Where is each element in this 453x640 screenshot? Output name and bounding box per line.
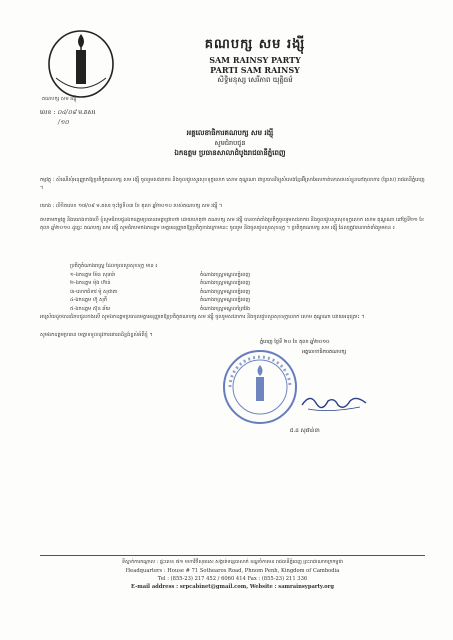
delegate-list	[70, 262, 330, 314]
party-stamp-icon	[220, 347, 300, 427]
signature-office: អគ្គលេខាធិការគណបក្ស	[302, 349, 347, 355]
body-paragraph-1: តបតាមកម្មវត្ថុ និងយោងខាងលើ ខ្ញុំសូមជំរាបជូនឯកឧត្តមប្រធានមេត្តាជ្រាបថា ដោយហេតុថា គណបក្ស សម រង្ស៊ី បានចាត់តាំងប្រតិភូចូលរួមសវនាការ និងចូលជួបសួរសុខទុក្ខលោក សោម គុណ្ឌណា នៅថ្ងៃទី២១ ខែ តុលា ឆ្នាំ២០១០ ដូច្នេះ គណបក្ស សម រង្ស៊ី សូមជំរាបមកឯកឧត្តម មេត្តាអនុញ្ញាតឱ្យប្រតិភូខាងក្រោមនេះ ចូលរួម និងចូលជួបសួរសុខទុក្ខ ។ ប្រតិភូគណបក្ស សម រង្ស៊ី ដែលត្រូវបានចាត់តាំងរួមមាន ៖	[40, 217, 425, 231]
party-motto: សិទ្ធិមនុស្ស សេរីភាព យុត្តិធម៌	[217, 76, 293, 84]
delegate-role: តំណាងរាស្ត្រមណ្ឌលភ្នំពេញ	[200, 271, 251, 278]
delegate-role: តំណាងរាស្ត្រមណ្ឌលភ្នំពេញ	[200, 297, 251, 304]
reference-number	[40, 108, 95, 117]
footer-email-website: E-mail address : srpcabinet@gmail.com, Website : samrainsyparty.org	[131, 584, 334, 590]
delegate-name: ៥-ឯកឧត្តម ស៊ុន ឆ័យ	[70, 305, 111, 312]
logo-caption: គណបក្ស សម រង្ស៊ី	[42, 96, 77, 102]
delegate-role: តំណាងរាស្ត្រមណ្ឌលភ្នំពេញ	[200, 288, 251, 295]
list-item	[70, 279, 330, 288]
delegate-role: តំណាងរាស្ត្រមណ្ឌលព្រៃវែង	[200, 305, 251, 312]
footer-divider	[40, 555, 425, 556]
reference-date-handwritten: /១០	[58, 119, 69, 126]
footer-phone-fax: Tel : (855-23) 217 452 / 6060 414 Fax : (855-23) 211 336	[157, 576, 308, 582]
reference-suffix: ម.គសរ	[78, 109, 96, 116]
signature-date: ភ្នំពេញ ថ្ងៃទី ២០ ខែ តុលា ឆ្នាំ២០១០	[260, 339, 330, 345]
delegate-list-intro: ប្រតិភូតំណាងរាស្ត្រ ដែលចូលសួរសុខទុក្ខ មាន ៖	[70, 263, 158, 269]
body-paragraph-2: អាស្រ័យដូចបានជំរាបជូនខាងលើ សូមឯកឧត្តមប្រធានមេត្តាអនុញ្ញាតឱ្យប្រតិភូគណបក្ស សម រង្ស៊ី ចូលរួមសវនាការ និងចូលជួបសួរសុខទុក្ខលោក សោម គុណ្ឌណា ដោយអនុគ្រោះ ។	[40, 314, 365, 320]
salutation: សូមជំរាបជូន	[214, 139, 246, 147]
sender-title: អគ្គលេខាធិការគណបក្ស សម រង្ស៊ី	[186, 129, 274, 137]
recipient-title: ឯកឧត្តម ប្រធានសាលាដំបូងរាជធានីភ្នំពេញ	[174, 149, 286, 157]
signer-name: ជ.ដ សុផាន់នា	[290, 428, 320, 434]
delegate-name: ១-ឯកឧត្តម ម៉ែន សុធារ៉ា	[70, 271, 116, 278]
delegate-name: ៤-ឯកឧត្តម ហ៊ូ សុភី	[70, 297, 108, 304]
list-item	[70, 288, 330, 297]
list-item	[70, 296, 330, 305]
footer	[40, 559, 425, 591]
footer-address-english: Headquarters : House # 71 Sothearos Road, Phnom Penh, Kingdom of Cambodia	[125, 568, 340, 574]
party-logo-icon	[46, 28, 116, 100]
reference-label: លេខ :	[40, 109, 56, 116]
letterhead	[150, 36, 360, 85]
signature-block	[220, 337, 420, 437]
party-name-khmer: គណបក្ស សម រង្ស៊ី	[204, 37, 306, 52]
handwritten-signature-icon	[300, 389, 370, 415]
subject-line: កម្មវត្ថុ : សំណើសុំអនុញ្ញាតឱ្យប្រតិភូគណបក្ស សម រង្ស៊ី ចូលរួមសវនាការ និងចូលជួបសួរសុខទុក្ខលោក សោម គុណ្ឌណា ជាប្រធានវិទ្យុសំលេងខ្មែរអ៊ីស្រាអែលកាត់ទោសរបស់ខ្លួននៅតុលាការ (ព្រៃស) រាជធានីភ្នំពេញ ។	[40, 177, 425, 191]
list-item	[70, 271, 330, 280]
footer-address-khmer: ទីស្នាក់ការកណ្តាល : ផ្ទះលេខ ៧១ មហាវិថីសុធារស សង្កាត់ទន្លេបាសាក់ ខណ្ឌចំការមន រាជធានីភ្នំពេញ ព្រះរាជាណាចក្រកម្ពុជា	[121, 560, 344, 565]
reference-line: យោង : លិខិតលេខ ១៧/០៩ ម.គសរ ចុះថ្ងៃទី០៣ ខែ តុលា ឆ្នាំ២០១០ របស់គណបក្ស សម រង្ស៊ី ។	[40, 203, 223, 209]
reference-handwritten-number: ០៤/០៨	[57, 109, 77, 116]
letter-title	[100, 128, 360, 158]
delegate-role: តំណាងរាស្ត្រមណ្ឌលភ្នំពេញ	[200, 280, 251, 287]
delegate-name: ៣-លោកជំទាវ ម៉ូ សុជាតា	[70, 288, 118, 295]
closing-paragraph: សូមឯកឧត្តមប្រធាន មេត្តាទទួលនូវការគោរពដ៏ខ្ពង់ខ្ពស់អំពីខ្ញុំ ។	[40, 332, 153, 338]
party-name-french: PARTI SAM RAINSY	[210, 65, 300, 75]
party-name-english: SAM RAINSY PARTY	[209, 55, 301, 65]
delegate-name: ២-ឯកឧត្តម ម៉ុង ហ៊ាន់	[70, 280, 111, 287]
